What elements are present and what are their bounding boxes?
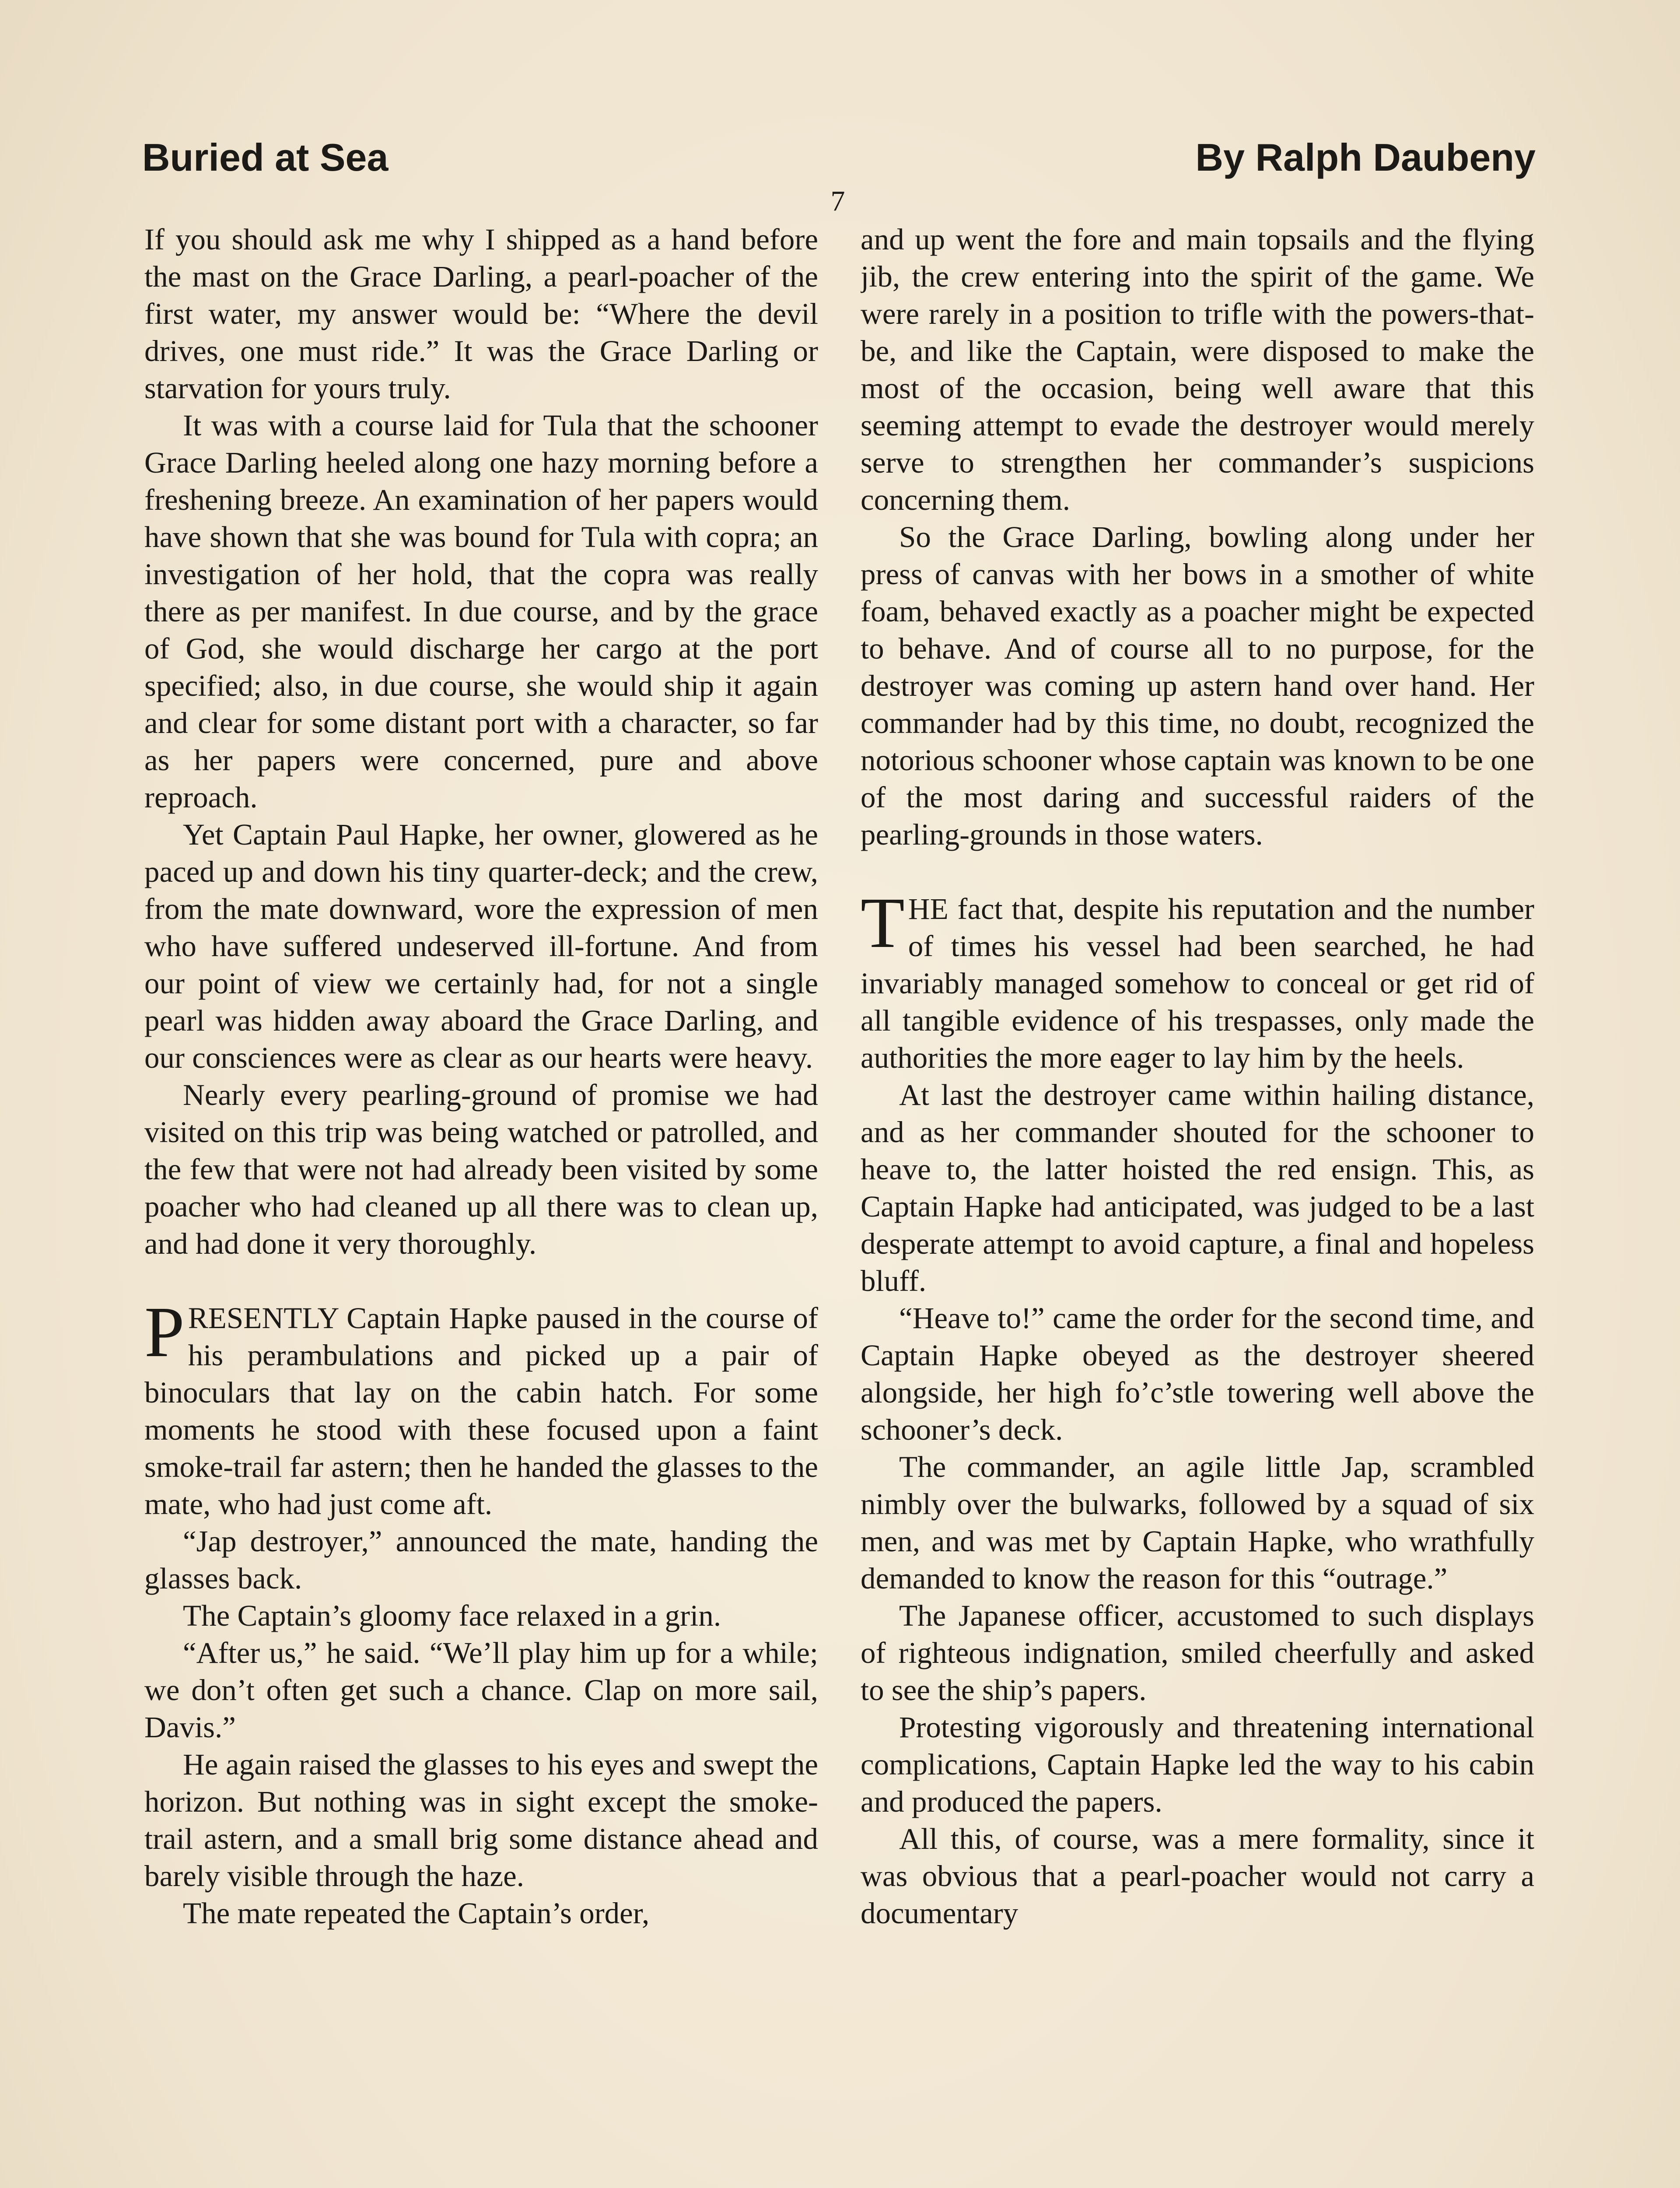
paragraph: “After us,” he said. “We’ll play him up for a while; we don’t often get such a chance. Clap on more sail, Davis.” [144, 1636, 818, 1744]
paragraph: At last the destroyer came within hailing distance, and as her commander shouted for the schooner to heave to, the latter hoisted the red ensign. This, as Captain Hapke had anticipated, was judged to be a last desperate attempt to avoid capture, a final and hopeless bluff. [861, 1078, 1534, 1297]
paragraph-dropcap: THE fact that, despite his reputation and the number of times his vessel had been searched, he had invariably managed somehow to conceal or get rid of all tangible evidence of his trespasses, only made the authorities the more eager to lay him by the heels. [861, 883, 1534, 1074]
paragraph: It was with a course laid for Tula that the schooner Grace Darling heeled along one hazy morning before a freshening breeze. An examination of her papers would have shown that she was bound for Tula with copra; an investigation of her hold, that the copra was really there as per manifest. In due course, and by the grace of God, she would discharge her cargo at the port specified; also, in due course, she would ship it again and clear for some distant port with a character, so far as her papers were concerned, pure and above reproach. [144, 409, 818, 814]
paragraph: Nearly every pearling-ground of promise we had visited on this trip was being watched or patrolled, and the few that were not had already been visited by some poacher who had cleaned up all there was to clean up, and had done it very thoroughly. [144, 1078, 818, 1260]
paragraph: If you should ask me why I shipped as a hand before the mast on the Grace Darling, a pearl-poacher of the first water, my answer would be: “Where the devil drives, one must ride.” It was the Grace Darling or starvation for yours truly. [144, 223, 818, 405]
paragraph: and up went the fore and main topsails and the flying jib, the crew entering into the spirit of the game. We were rarely in a position to trifle with the powers-that-be, and like the Captain, were disposed to make the most of the occasion, being well aware that this seeming attempt to evade the destroyer would merely serve to strengthen her commander’s suspicions concerning them. [861, 223, 1534, 516]
paragraph: “Jap destroyer,” announced the mate, handing the glasses back. [144, 1525, 818, 1595]
paragraph: The commander, an agile little Jap, scrambled nimbly over the bulwarks, followed by a squad of six men, and was met by Captain Hapke, who wrathfully demanded to know the reason for this “outrage.” [861, 1450, 1534, 1595]
paragraph: He again raised the glasses to his eyes and swept the horizon. But nothing was in sight except the smoke-trail astern, and a small brig some distance ahead and barely visible through the haze. [144, 1748, 818, 1893]
paragraph: The Japanese officer, accustomed to such displays of righteous indignation, smiled cheerfully and asked to see the ship’s papers. [861, 1599, 1534, 1707]
paragraph: So the Grace Darling, bowling along under her press of canvas with her bows in a smother of white foam, behaved exactly as a poacher might be expected to behave. And of course all to no purpose, for the destroyer was coming up astern hand over hand. Her commander had by this time, no doubt, recognized the notorious schooner whose captain was known to be one of the most daring and successful raiders of the pearling-grounds in those waters. [861, 520, 1534, 851]
paragraph: The mate repeated the Captain’s order, [183, 1897, 650, 1930]
paragraph: The Captain’s gloomy face relaxed in a grin. [183, 1599, 721, 1632]
paragraph: Yet Captain Paul Hapke, her owner, glowered as he paced up and down his tiny quarter-deck; and the crew, from the mate downward, wore the expression of men who have suffered undeserved ill-fortune. And from our point of view we certainly had, for not a single pearl was hidden away aboard the Grace Darling, and our consciences were as clear as our hearts were heavy. [144, 818, 818, 1074]
page-number: 7 [830, 185, 845, 217]
story-title: Buried at Sea [142, 136, 388, 179]
paragraph-dropcap: PRESENTLY Captain Hapke paused in the course of his perambulations and picked up a pair of binoculars that lay on the cabin hatch. For some moments he stood with these focused upon a faint smoke-trail far astern; then he handed the glasses to the mate, who had just come aft. [144, 1292, 818, 1521]
left-column [144, 221, 818, 2188]
paragraph: Protesting vigorously and threatening international complications, Captain Hapke led the way to his cabin and produced the papers. [861, 1711, 1534, 1818]
right-column [861, 221, 1534, 2188]
paragraph: All this, of course, was a mere formality, since it was obvious that a pearl-poacher would not carry a documentary [861, 1822, 1534, 1930]
story-author: By Ralph Daubeny [1195, 136, 1536, 179]
paragraph: “Heave to!” came the order for the second time, and Captain Hapke obeyed as the destroyer sheered alongside, her high fo’c’stle towering well above the schooner’s deck. [861, 1301, 1534, 1446]
running-header [142, 131, 1536, 193]
